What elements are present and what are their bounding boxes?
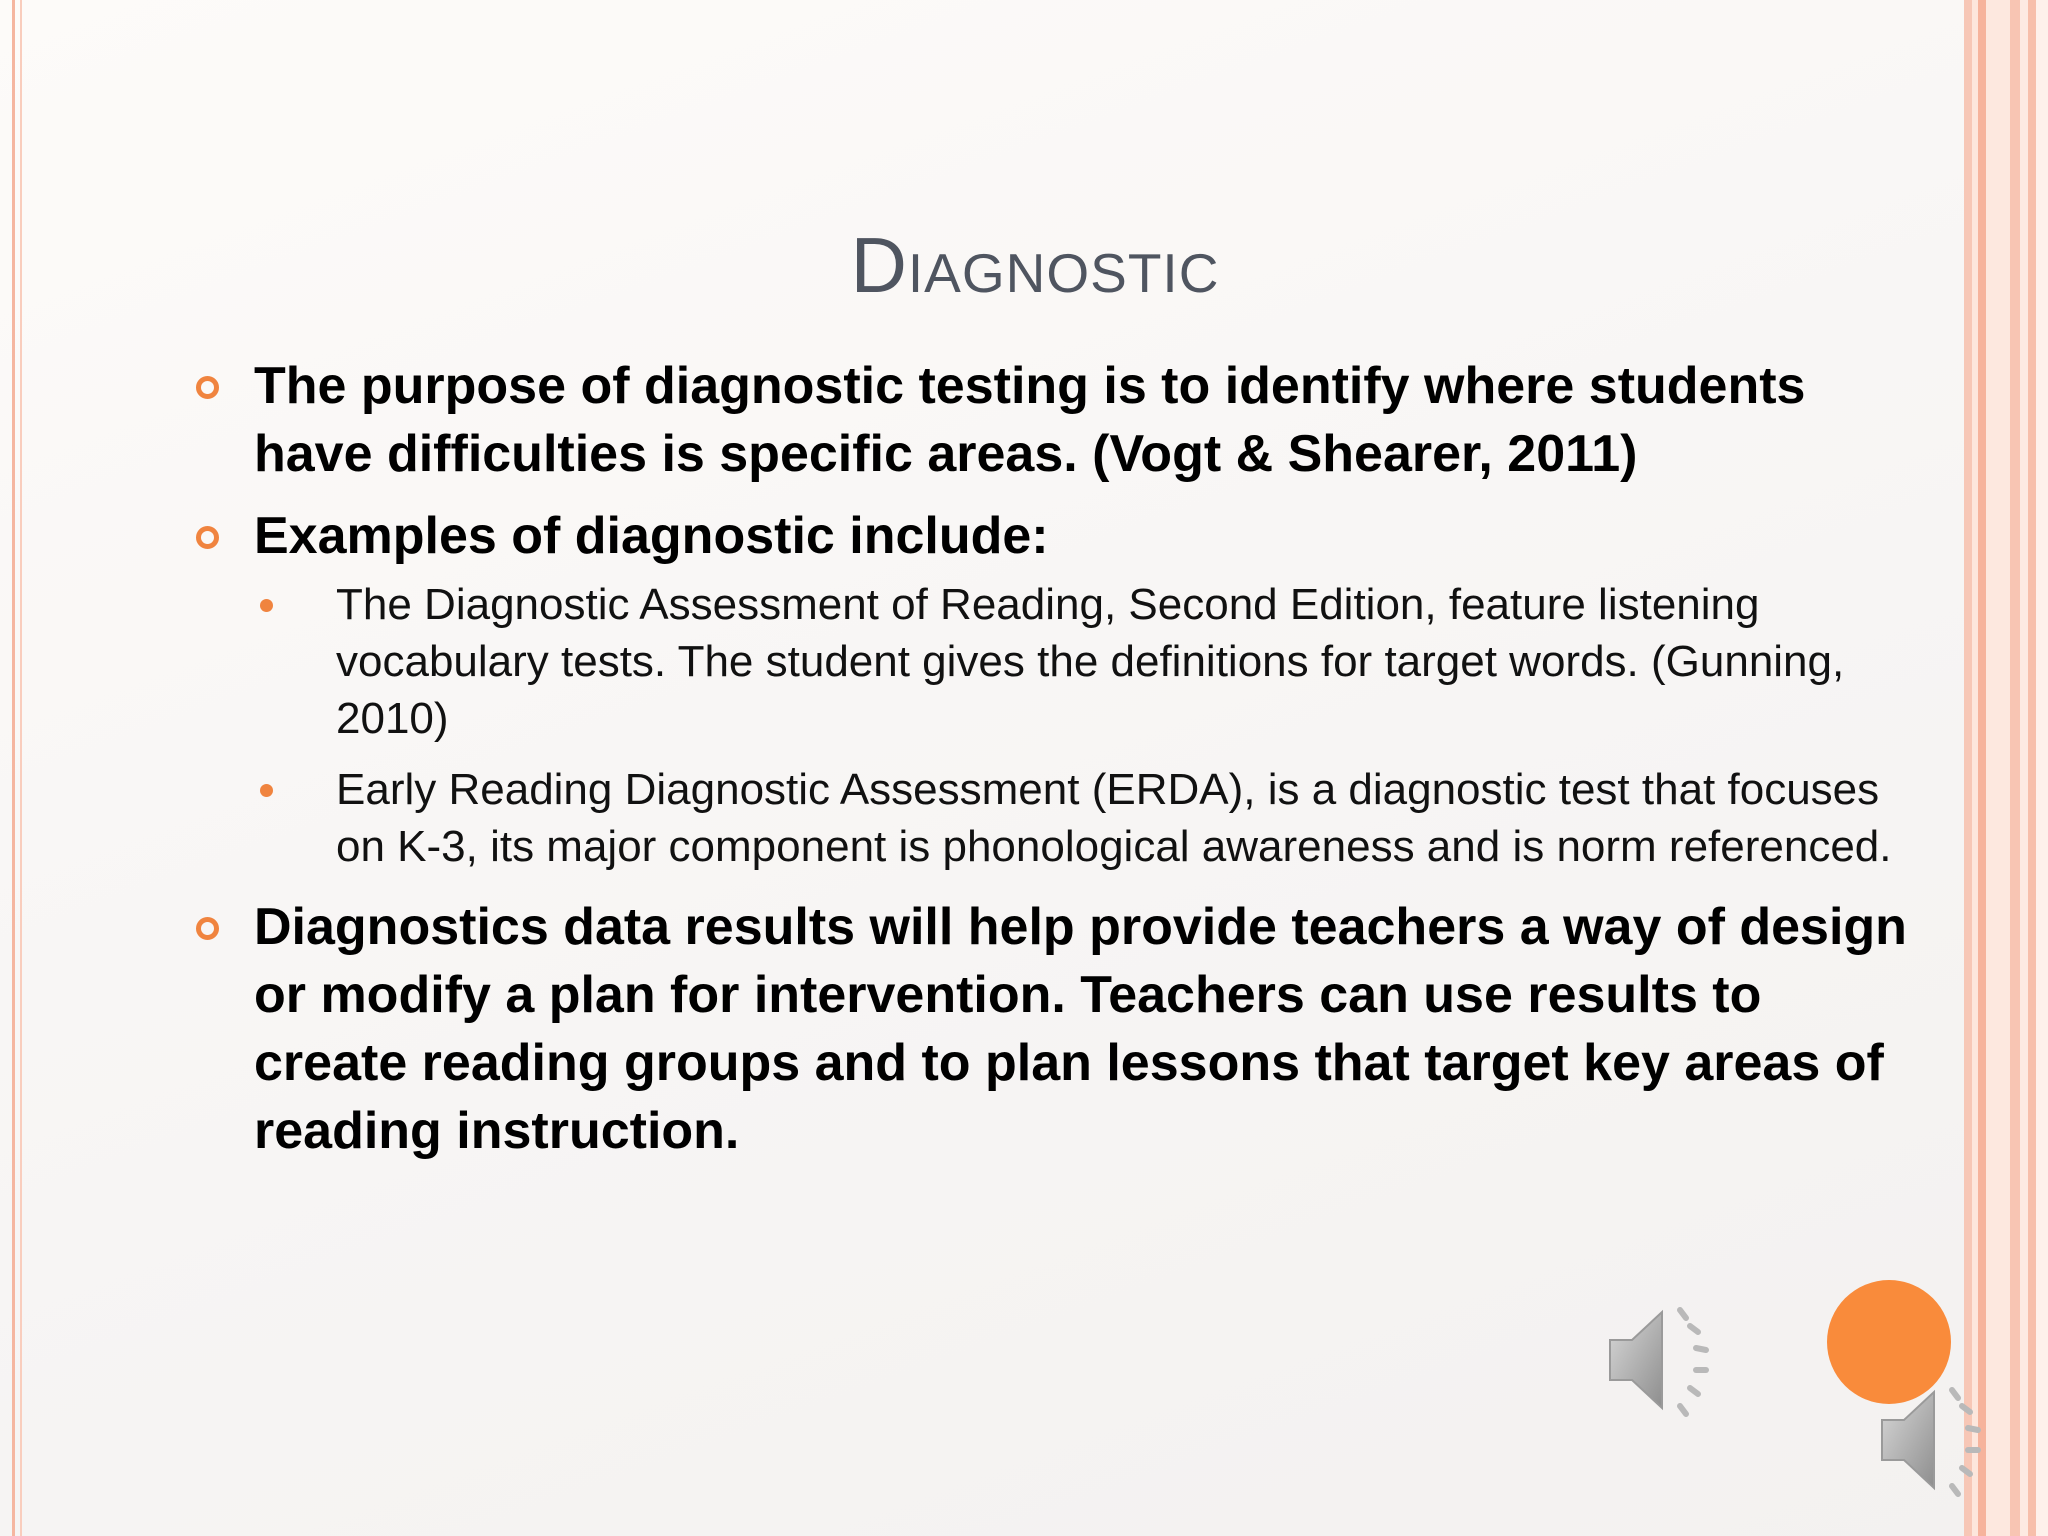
speaker-icon[interactable] — [1872, 1370, 2022, 1510]
sub-bullet-item — [254, 761, 1926, 875]
bullet-item — [186, 352, 1926, 488]
sub-bullet-text: Early Reading Diagnostic Assessment (ERDA), is a diagnostic test that focuses on K-3, its major component is phonological awareness and is norm referenced. — [336, 765, 1892, 871]
sub-bullet-text: The Diagnostic Assessment of Reading, Second Edition, feature listening vocabulary tests. The student gives the definitions for target words. (Gunning, 2010) — [336, 580, 1845, 743]
speaker-icon[interactable] — [1600, 1290, 1750, 1430]
hollow-circle-bullet-icon — [196, 917, 219, 940]
hollow-circle-bullet-icon — [196, 376, 219, 399]
hollow-circle-bullet-icon — [196, 526, 219, 549]
filled-dot-bullet-icon — [260, 784, 273, 797]
bullet-item — [186, 502, 1926, 570]
bullet-text: Diagnostics data results will help provide teachers a way of design or modify a plan for intervention. Teachers can use results to create reading groups and to plan lessons that target key areas of reading instruction. — [254, 898, 1907, 1160]
filled-dot-bullet-icon — [260, 599, 273, 612]
slide-body — [186, 352, 1926, 1179]
slide-title: Diagnostic — [850, 221, 1220, 309]
bullet-text: The purpose of diagnostic testing is to identify where students have difficulties is specific areas. (Vogt & Shearer, 2011) — [254, 357, 1806, 483]
bullet-text: Examples of diagnostic include: — [254, 507, 1049, 565]
bullet-item — [186, 893, 1926, 1165]
sub-bullet-item — [254, 576, 1926, 747]
